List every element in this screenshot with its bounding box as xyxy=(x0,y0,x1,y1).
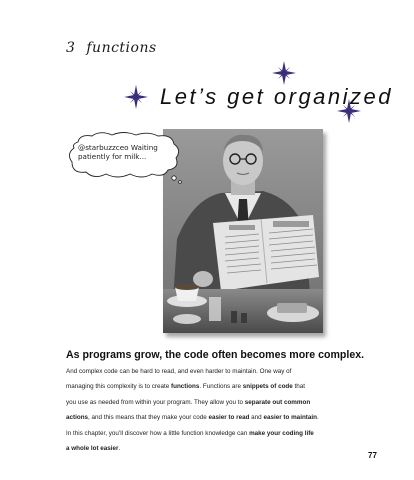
body-paragraph xyxy=(66,364,366,456)
speech-bubble-text: @starbuzzceo Waiting patiently for milk... xyxy=(78,143,158,161)
body-line: managing this complexity is to create functions. Functions are snippets of code that xyxy=(66,383,306,391)
body-line: And complex code can be hard to read, and even harder to maintain. One way of xyxy=(66,368,292,375)
chapter-number: 3 xyxy=(66,40,76,56)
page-number: 77 xyxy=(368,451,377,460)
body-line: a whole lot easier. xyxy=(66,445,121,453)
body-line: actions, and this means that they make your code easier to read and easier to maintain. xyxy=(66,414,319,422)
body-line: you use as needed from within your program. They allow you to separate out common xyxy=(66,398,311,406)
chapter-title: functions xyxy=(86,40,157,56)
sparkle-star-icon xyxy=(271,60,297,86)
sparkle-star-icon xyxy=(123,84,149,110)
page-title: Let’s get organized xyxy=(160,84,394,109)
newspaper-reader-photo xyxy=(163,129,323,333)
body-line: In this chapter, you’ll discover how a little function knowledge can make your coding life xyxy=(66,429,314,437)
section-heading: As programs grow, the code often becomes more complex. xyxy=(66,349,365,361)
chapter-header xyxy=(66,40,157,56)
